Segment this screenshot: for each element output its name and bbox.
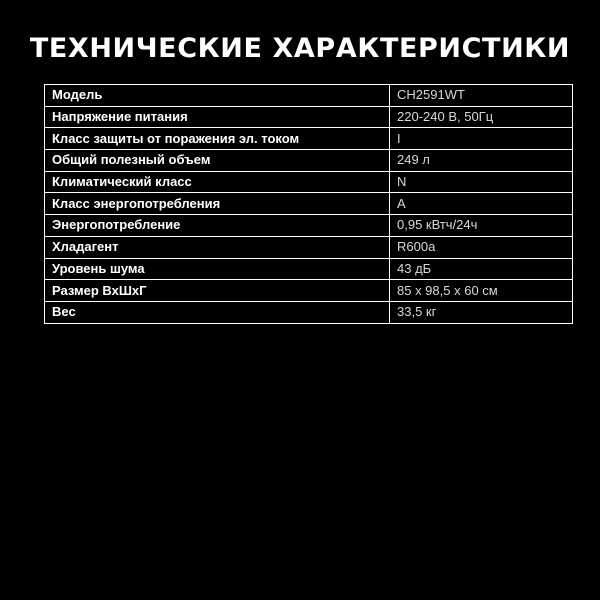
table-row [45, 236, 573, 258]
spec-label: Класс энергопотребления [45, 193, 390, 215]
spec-label: Климатический класс [45, 171, 390, 193]
spec-value: R600a [390, 236, 573, 258]
table-row [45, 106, 573, 128]
table-row [45, 258, 573, 280]
page-title: ТЕХНИЧЕСКИЕ ХАРАКТЕРИСТИКИ [29, 33, 571, 64]
spec-label: Хладагент [45, 236, 390, 258]
table-row [45, 301, 573, 323]
spec-value: 85 х 98,5 х 60 см [390, 280, 573, 302]
spec-label: Класс защиты от поражения эл. током [45, 128, 390, 150]
spec-value: N [390, 171, 573, 193]
table-row [45, 215, 573, 237]
table-row [45, 171, 573, 193]
table-row [45, 150, 573, 172]
spec-value: CH2591WT [390, 85, 573, 107]
spec-value: 220-240 В, 50Гц [390, 106, 573, 128]
spec-value: 0,95 кВтч/24ч [390, 215, 573, 237]
spec-value: A [390, 193, 573, 215]
table-row [45, 128, 573, 150]
table-row [45, 280, 573, 302]
spec-value: I [390, 128, 573, 150]
table-row [45, 193, 573, 215]
specs-table [44, 84, 573, 324]
spec-label: Уровень шума [45, 258, 390, 280]
spec-label: Напряжение питания [45, 106, 390, 128]
spec-value: 33,5 кг [390, 301, 573, 323]
spec-label: Энергопотребление [45, 215, 390, 237]
spec-label: Модель [45, 85, 390, 107]
spec-value: 249 л [390, 150, 573, 172]
spec-label: Размер ВхШхГ [45, 280, 390, 302]
spec-value: 43 дБ [390, 258, 573, 280]
spec-label: Общий полезный объем [45, 150, 390, 172]
spec-label: Вес [45, 301, 390, 323]
table-row [45, 85, 573, 107]
